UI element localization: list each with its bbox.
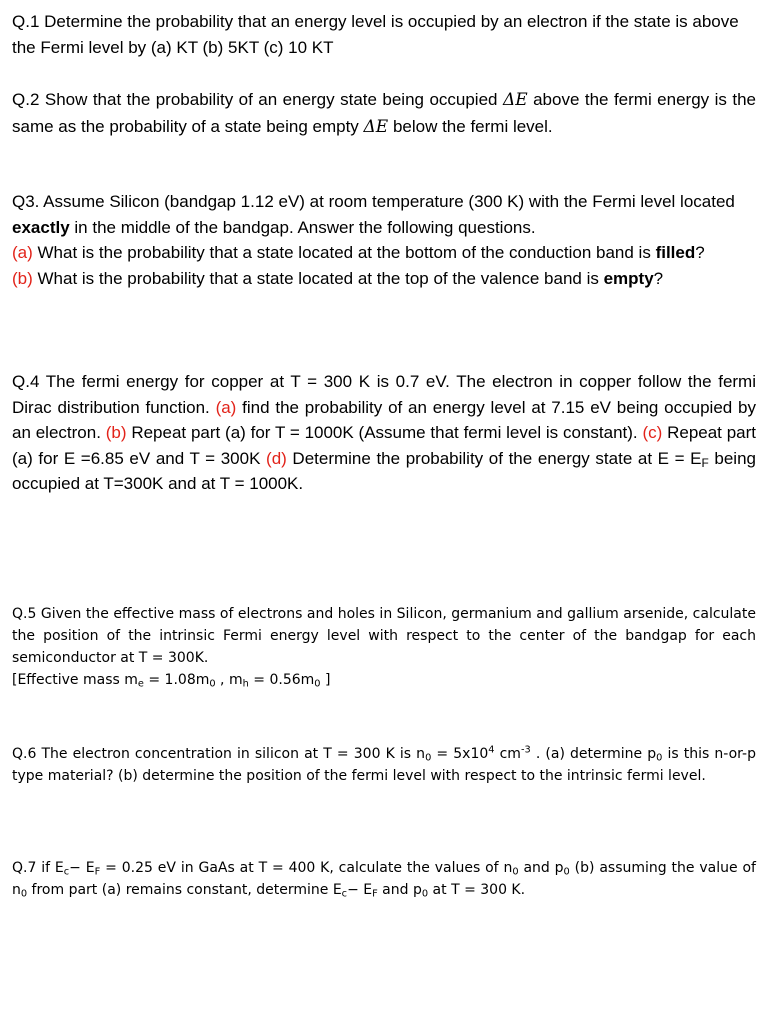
question-2-text-part: Q.2 Show that the probability of an energy state being occupied: [12, 90, 503, 109]
part-a-label: (a): [215, 397, 237, 417]
question-6-text: is this n-or-p type material? (b) determine the position of the fermi level with respect to the intrinsic fermi level.: [12, 746, 756, 784]
subscript-f: F: [372, 888, 378, 900]
question-6-text: . (a) determine p: [530, 746, 657, 762]
question-4: [12, 369, 756, 497]
effective-mass-text: ]: [320, 672, 331, 688]
question-7-text: and p: [518, 860, 564, 876]
subscript-0: 0: [563, 866, 570, 878]
question-4-text: find the probability of an energy level at 7.15 eV being occupied by an electron.: [12, 397, 756, 442]
question-3-intro-text: in the middle of the bandgap. Answer the following questions.: [69, 217, 536, 237]
question-7-text: at T = 300 K.: [428, 882, 526, 898]
question-2-text-part: below the fermi level.: [388, 116, 553, 136]
subscript-0: 0: [512, 866, 519, 878]
question-3-intro: [12, 189, 756, 240]
subscript-h: h: [242, 678, 249, 690]
question-6-text: = 5x10: [431, 746, 489, 762]
question-7-text: − E: [347, 882, 373, 898]
question-1: [12, 9, 756, 60]
part-a-label: (a): [12, 243, 33, 262]
effective-mass-note: [12, 669, 756, 691]
question-6-text: cm: [494, 746, 521, 762]
question-2: [12, 87, 756, 140]
question-3-part-a: [12, 240, 756, 266]
part-b-end: ?: [653, 268, 664, 288]
effective-mass-text: = 1.08m: [143, 672, 210, 688]
subscript-0: 0: [425, 752, 432, 764]
superscript-neg3: -3: [520, 744, 531, 756]
part-d-label: (d): [266, 448, 287, 468]
question-7-text: = 0.25 eV in GaAs at T = 400 K, calculate the values of n: [100, 860, 513, 876]
question-4-text: Q.4 The fermi energy for copper at T = 300 K is 0.7 eV. The electron in copper follow the fermi Dirac distribution function.: [12, 372, 756, 417]
question-7-text: Q.7 if E: [12, 860, 64, 876]
delta-e-symbol: ΔE: [363, 116, 389, 137]
question-7-text: (b) assuming the value of n: [12, 860, 756, 898]
question-4-text: Repeat part (a) for T = 1000K (Assume that fermi level is constant).: [126, 423, 643, 442]
question-7-text: and p: [377, 882, 422, 898]
part-b-label: (b): [105, 423, 127, 442]
emphasis-exactly: exactly: [12, 217, 70, 237]
subscript-f: F: [701, 455, 709, 470]
effective-mass-text: [Effective mass m: [12, 672, 138, 688]
question-7-text: from part (a) remains constant, determine E: [27, 882, 342, 898]
subscript-c: c: [341, 888, 348, 900]
superscript-4: 4: [488, 744, 495, 756]
question-4-text: being occupied at T=300K and at T = 1000K.: [12, 448, 756, 493]
part-a-text: What is the probability that a state located at the bottom of the conduction band is: [32, 243, 656, 262]
subscript-0: 0: [421, 888, 429, 900]
effective-mass-text: = 0.56m: [248, 672, 315, 688]
question-6: [12, 743, 756, 787]
question-7-text: − E: [69, 860, 95, 876]
subscript-0: 0: [314, 678, 321, 690]
question-2-text-part: above the fermi energy is the same as the probability of a state being empty: [12, 90, 756, 136]
subscript-0: 0: [209, 678, 216, 690]
question-3: [12, 189, 756, 291]
question-1-text: Q.1 Determine the probability that an energy level is occupied by an electron if the state is above the Fermi level by (a) KT (b) 5KT (c) 10 KT: [12, 12, 739, 57]
question-3-part-b: [12, 266, 756, 292]
part-b-text: What is the probability that a state located at the top of the valence band is: [32, 268, 604, 288]
subscript-0: 0: [656, 752, 663, 764]
question-3-intro-text: Q3. Assume Silicon (bandgap 1.12 eV) at room temperature (300 K) with the Fermi level located: [12, 192, 735, 211]
question-4-text: Determine the probability of the energy state at E = E: [286, 448, 702, 468]
question-6-text: Q.6 The electron concentration in silicon at T = 300 K is n: [12, 746, 426, 762]
subscript-c: c: [63, 866, 70, 878]
question-5-text: Q.5 Given the effective mass of electrons and holes in Silicon, germanium and gallium arsenide, calculate the position of the intrinsic Fermi energy level with respect to the center of the bandgap for each semiconductor at T = 300K.: [12, 606, 756, 666]
part-a-end: ?: [695, 243, 705, 262]
question-7: [12, 857, 756, 901]
subscript-f: F: [94, 866, 101, 878]
subscript-0: 0: [20, 888, 28, 900]
emphasis-empty: empty: [603, 268, 654, 288]
effective-mass-text: , m: [215, 672, 243, 688]
part-b-label: (b): [12, 268, 33, 288]
part-c-label: (c): [642, 423, 663, 442]
subscript-e: e: [137, 678, 144, 690]
emphasis-filled: filled: [655, 243, 696, 262]
question-4-text: Repeat part (a) for E =6.85 eV and T = 300K: [12, 423, 757, 468]
question-5: [12, 603, 756, 691]
delta-e-symbol: ΔE: [502, 90, 528, 110]
